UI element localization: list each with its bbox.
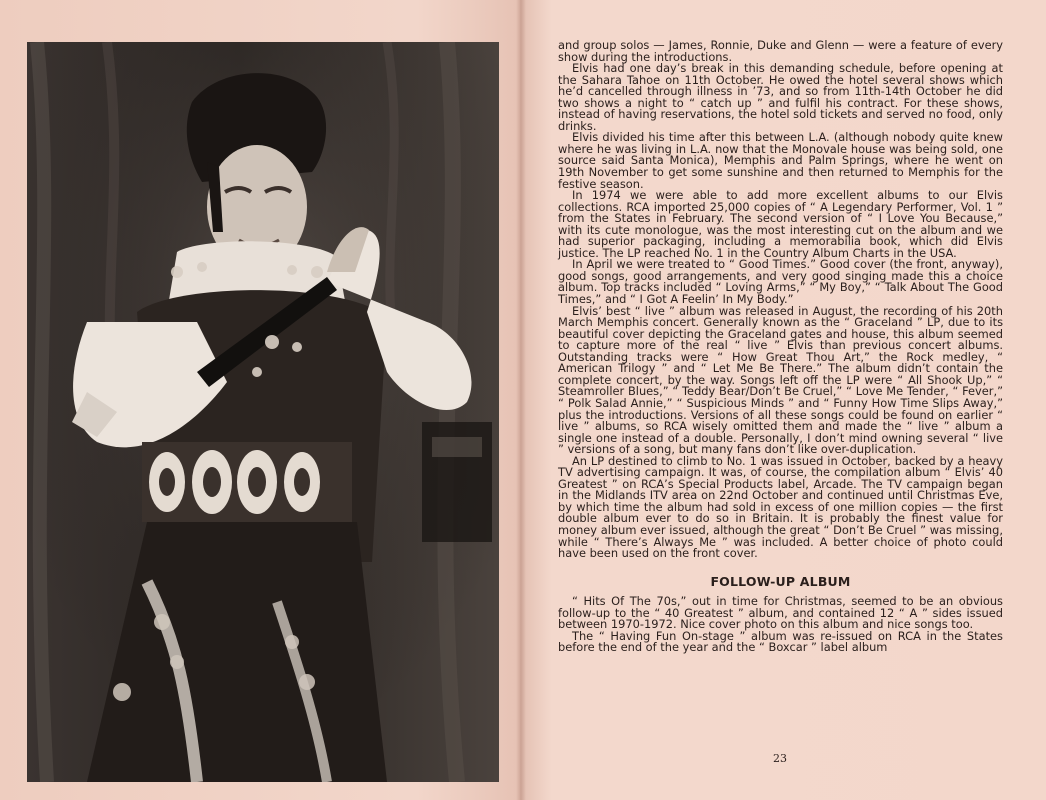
article-paragraph: Elvis divided his time after this between L.A. (although nobody quite knew where he was living in L.A. now that the Monovale house was being sold, one source said Santa Monica), Memphis and Palm Springs, where he went on 19th November to get some sunshine and then returned to Memphis for the festive season.: [558, 130, 1003, 191]
article-paragraph: Elvis’ best “ live ” album was released in August, the recording of his 20th March Memphis concert. Generally known as the “ Graceland ” LP, due to its beautiful cover depicting the Graceland gates and house, this album seemed to capture more of the real “ live ” Elvis than previous concert albums. Outstanding tracks were “ How Great Thou Art,” the Rock medley, “ American Trilogy ” and “ Let Me Be There.” The album didn’t contain the complete concert, by the way. Songs left off the LP were “ All Shook Up,” “ Steamroller Blues,” “ Teddy Bear/Don’t Be Cruel,” “ Love Me Tender, “ Fever,” “ Polk Salad Annie,” “ Suspicious Minds ” and “ Funny How Time Slips Away,” plus the introductions. Versions of all these songs could be found on earlier “ live ” albums, so RCA wisely omitted them and made the “ live ” album a single one instead of a double. Personally, I don’t mind owning several “ live ” versions of a song, but many fans don’t like over-duplication.: [558, 303, 1003, 457]
photo-illustration: [27, 42, 499, 782]
article-paragraph: The “ Having Fun On-stage ” album was re-issued on RCA in the States before the end of the year and the “ Boxcar ” label album: [558, 628, 1003, 655]
section-heading: FOLLOW-UP ALBUM: [710, 573, 851, 589]
article-paragraph: In 1974 we were able to add more excellent albums to our Elvis collections. RCA imported 25,000 copies of “ A Legendary Performer, Vol. 1 ” from the States in February. The second version of “ I Love You Because,” with its cute monologue, was the most interesting cut on the album and we had superior packaging, including a memorabilia book, which did Elvis justice. The LP reached No. 1 in the Country Album Charts in the USA.: [558, 188, 1003, 260]
article-paragraph: An LP destined to climb to No. 1 was issued in October, backed by a heavy TV advertising campaign. It was, of course, the compilation album “ Elvis’ 40 Greatest ” on RCA’s Special Products label, Arcade. The TV campaign began in the Midlands ITV area on 22nd October and continued until Christmas Eve, by which time the album had sold in excess of one million copies — the first double album ever to do so in Britain. It is probably the finest value for money album ever issued, although the great “ Don’t Be Cruel ” was missing, while “ There’s Always Me ” was included. A better choice of photo could have been used on the front cover.: [558, 453, 1003, 561]
article-paragraph: Elvis had one day’s break in this demanding schedule, before opening at the Sahara Tahoe on 11th October. He owed the hotel several shows which he’d cancelled through illness in ’73, and so from 11th-14th October he did two shows a night to “ catch up ” and fulfil his contract. For these shows, instead of having reservations, the hotel sold tickets and served no food, only drinks.: [558, 61, 1003, 133]
article-column: [558, 40, 1003, 654]
article-paragraph: “ Hits Of The 70s,” out in time for Christmas, seemed to be an obvious follow-up to the “ 40 Greatest ” album, and contained 12 “ A ” sides issued between 1970-1972. Nice cover photo on this album and nice songs too.: [558, 594, 1003, 632]
performer-photo: [27, 42, 499, 782]
page-number: 23: [773, 752, 787, 765]
article-paragraph: and group solos — James, Ronnie, Duke and Glenn — were a feature of every show during the introductions.: [558, 38, 1003, 64]
book-gutter: [516, 0, 526, 800]
article-paragraph: In April we were treated to “ Good Times.” Good cover (the front, anyway), good songs, good arrangements, and very good singing made this a choice album. Top tracks included “ Loving Arms,” “ My Boy,” “ Talk About The Good Times,” and “ I Got A Feelin’ In My Body.”: [558, 257, 1003, 307]
